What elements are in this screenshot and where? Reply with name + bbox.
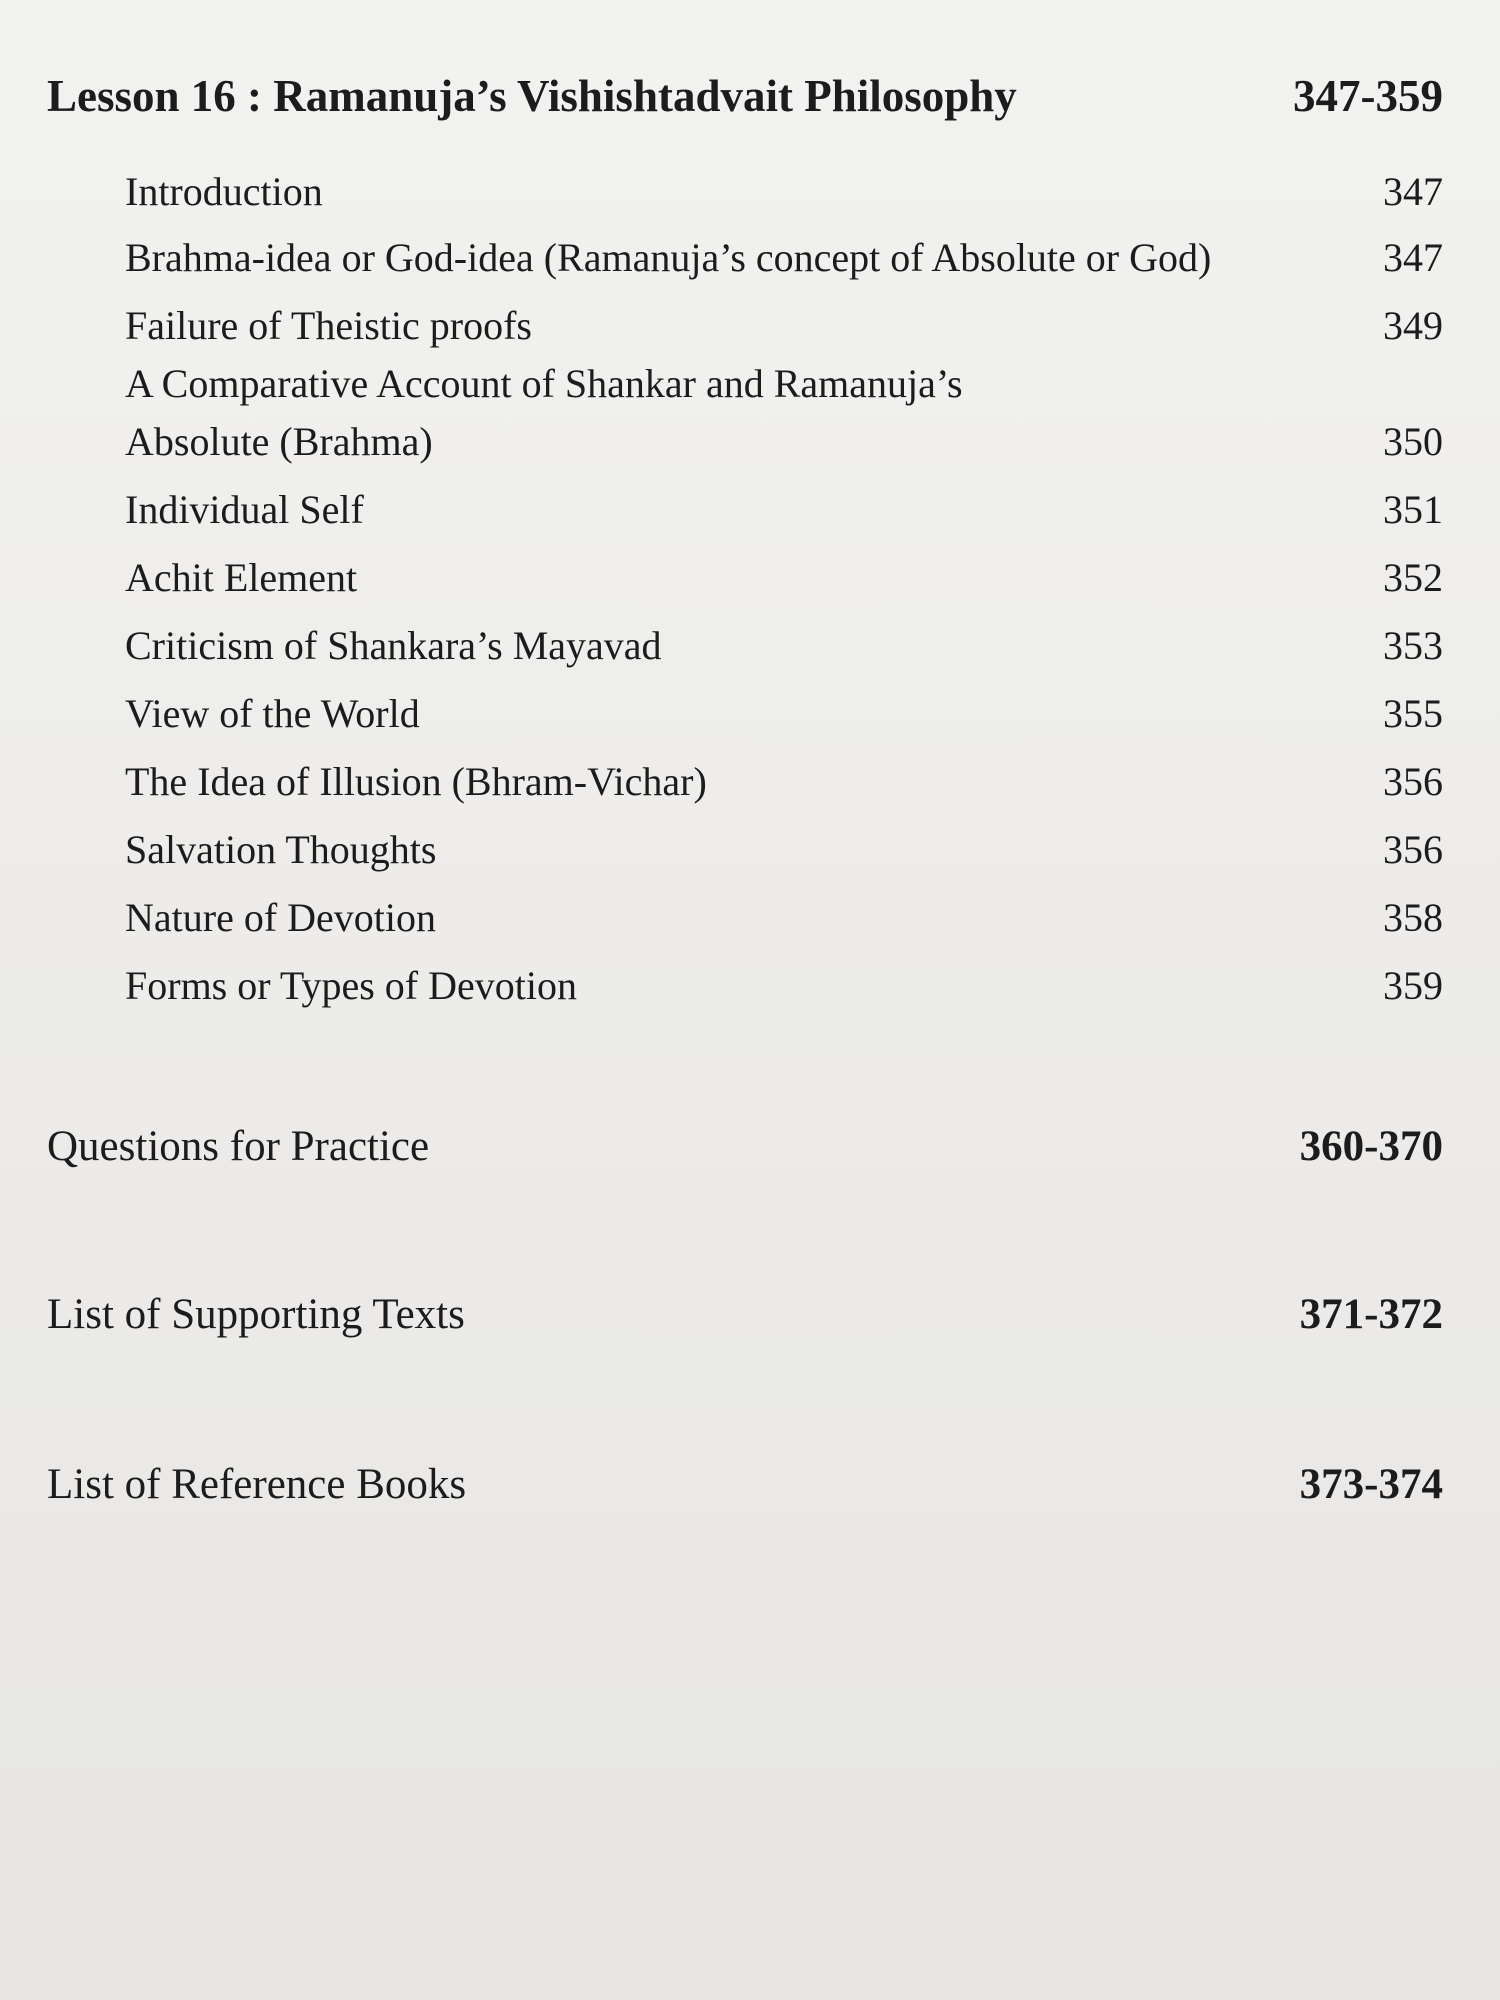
toc-entry-page: 351 [1383,487,1443,532]
toc-section [47,1122,1443,1171]
toc-entry-page: 347 [1383,169,1443,214]
lesson-heading [47,70,1443,122]
toc-entry-title: Failure of Theistic proofs [125,303,532,348]
toc-section-pages: 360-370 [1299,1123,1443,1170]
toc-entry-title: Criticism of Shankara’s Mayavad [125,623,662,668]
toc-entry [125,486,1443,533]
toc-entry-page: 359 [1383,963,1443,1008]
lesson-title: Lesson 16 : Ramanuja’s Vishishtadvait Philosophy [47,71,1017,121]
toc-entry [125,234,1443,281]
toc-entry-title: Nature of Devotion [125,895,437,940]
toc-entry-title: Individual Self [125,487,364,532]
toc-entry-title: Introduction [125,169,323,214]
toc-entry-page: 353 [1383,623,1443,668]
toc-entry [125,302,1443,349]
toc-section-title: List of Supporting Texts [47,1291,465,1338]
toc-entry [125,962,1443,1009]
toc-section [47,1290,1443,1339]
toc-section-title: Questions for Practice [47,1123,430,1170]
toc-entry-title: Salvation Thoughts [125,827,437,872]
toc-entry-page: 356 [1383,759,1443,804]
toc-entry [125,826,1443,873]
toc-section [47,1460,1443,1509]
toc-entry [125,554,1443,601]
toc-entry-page: 347 [1383,235,1443,280]
toc-entry [125,690,1443,737]
toc-section-title: List of Reference Books [47,1461,467,1508]
lesson-pages: 347-359 [1293,71,1443,121]
toc-entry-title-line1: A Comparative Account of Shankar and Ramanuja’s [125,361,963,406]
toc-entry-page: 349 [1383,303,1443,348]
toc-entry [125,894,1443,941]
toc-entry [125,622,1443,669]
toc-entry-title: The Idea of Illusion (Bhram-Vichar) [125,759,707,804]
toc-entry-title-line2: Absolute (Brahma) [125,419,433,464]
toc-section-pages: 371-372 [1299,1291,1443,1338]
toc-entry-page: 352 [1383,555,1443,600]
toc-entry-page: 356 [1383,827,1443,872]
toc-entry [125,168,1443,215]
toc-entry [125,758,1443,805]
toc-entry-title: Forms or Types of Devotion [125,963,577,1008]
toc-entry-page: 355 [1383,691,1443,736]
toc-section-pages: 373-374 [1299,1461,1443,1508]
toc-entry [125,360,1443,476]
toc-entry-title: Brahma-idea or God-idea (Ramanuja’s concept of Absolute or God) [125,235,1212,280]
toc-entry-title: Achit Element [125,555,358,600]
toc-entry-page: 350 [1383,419,1443,464]
toc-entry-page: 358 [1383,895,1443,940]
toc-entry-title: View of the World [125,691,420,736]
